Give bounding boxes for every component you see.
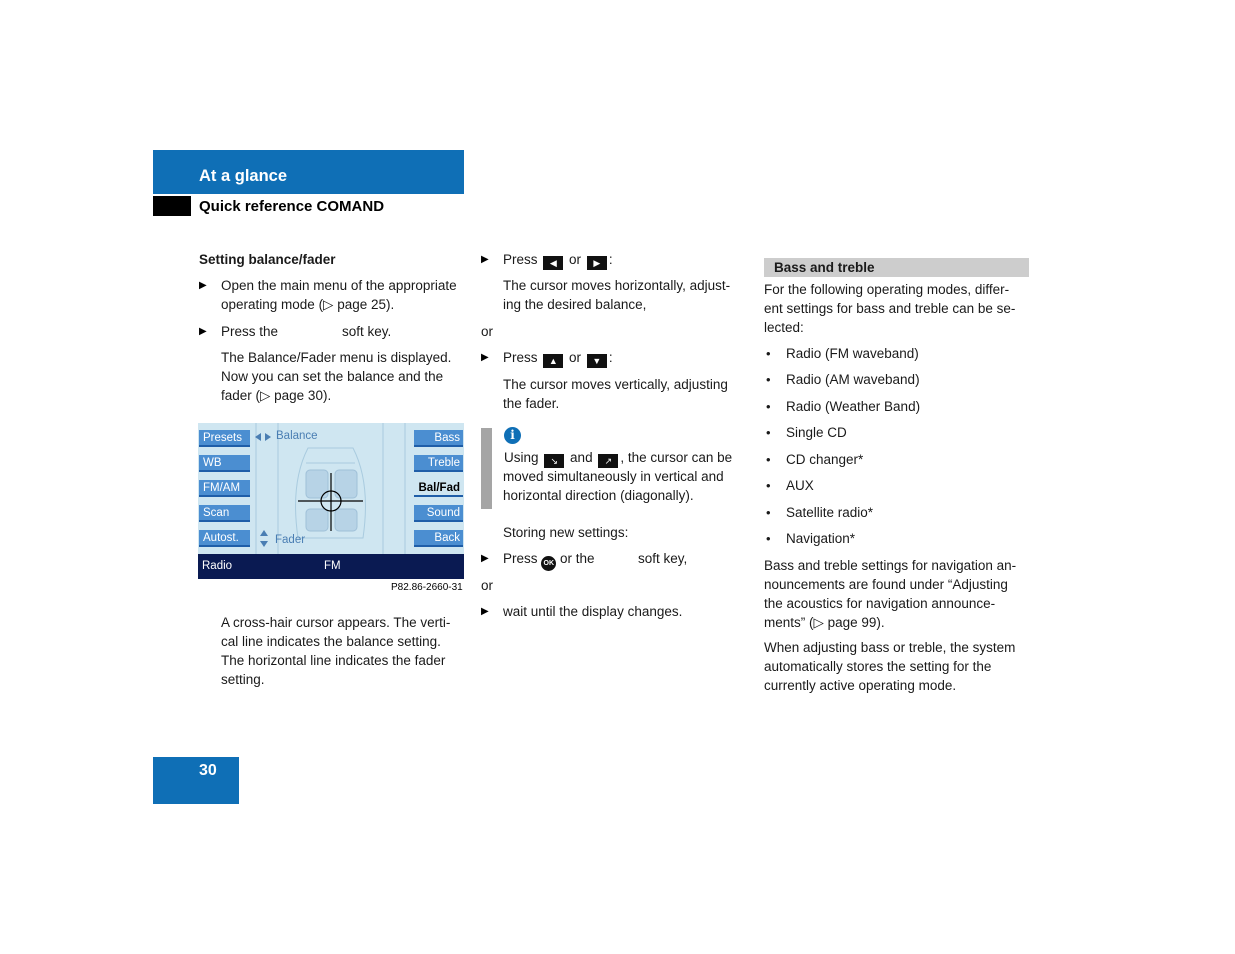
result2-line4: setting. xyxy=(221,672,265,687)
result2-line1: A cross-hair cursor appears. The verti- xyxy=(221,615,451,630)
screen-button-sound[interactable]: Sound xyxy=(414,505,463,522)
step-arrow-icon: ▶ xyxy=(199,326,207,337)
screen-status-bar xyxy=(198,554,464,579)
list-item: Radio (FM waveband) xyxy=(786,346,919,361)
screen-button-treble[interactable]: Treble xyxy=(414,455,463,472)
intro-line1: For the following operating modes, differ- xyxy=(764,282,1010,297)
screen-button-bass[interactable]: Bass xyxy=(414,430,463,447)
step1-line2: operating mode (▷ page 25). xyxy=(221,297,395,312)
heading-balance-fader: Setting balance/fader xyxy=(199,252,336,267)
step1-line1: Open the main menu of the appropriate xyxy=(221,278,457,293)
result2-line3: The horizontal line indicates the fader xyxy=(221,653,446,668)
screen-button-presets[interactable]: Presets xyxy=(199,430,250,447)
result-h-line1: The cursor moves horizontally, adjust- xyxy=(503,278,731,293)
step-press-vertical: Press ▲ or ▼ : xyxy=(503,350,613,366)
intro-line2: ent settings for bass and treble can be se- xyxy=(764,301,1016,316)
screen-button-scan[interactable]: Scan xyxy=(199,505,250,522)
step2-text-b: soft key. xyxy=(342,324,392,339)
status-band: FM xyxy=(324,560,341,572)
result1-line3: fader (▷ page 30). xyxy=(221,388,332,403)
result-v-line2: the fader. xyxy=(503,396,560,411)
screen-fader-label: Fader xyxy=(275,534,306,546)
result2-line2: cal line indicates the balance setting. xyxy=(221,634,441,649)
screen-button-back[interactable]: Back xyxy=(414,530,463,547)
bullet-icon: • xyxy=(766,372,771,387)
para2-line2: automatically stores the setting for the xyxy=(764,659,992,674)
result1-line1: The Balance/Fader menu is displayed. xyxy=(221,350,452,365)
section-marker xyxy=(153,196,191,216)
step-arrow-icon: ▶ xyxy=(199,280,207,291)
result-h-line2: ing the desired balance, xyxy=(503,297,647,312)
para2-line3: currently active operating mode. xyxy=(764,678,957,693)
list-item: Radio (AM waveband) xyxy=(786,372,920,387)
bullet-icon: • xyxy=(766,346,771,361)
list-item: Navigation* xyxy=(786,531,856,546)
diagonal-up-key-icon: ↗ xyxy=(598,454,618,468)
info-line1: Using ↘ and ↗ , the cursor can be xyxy=(504,450,733,466)
step2-text-a: Press the xyxy=(221,324,279,339)
para1-line3: the acoustics for navigation announce- xyxy=(764,596,996,611)
screen-button-bal-fad[interactable]: Bal/Fad xyxy=(414,480,463,497)
bullet-icon: • xyxy=(766,399,771,414)
comand-screen-figure xyxy=(198,423,464,579)
intro-line3: lected: xyxy=(764,320,804,335)
bullet-icon: • xyxy=(766,452,771,467)
info-line2: moved simultaneously in vertical and xyxy=(503,469,724,484)
storing-heading: Storing new settings: xyxy=(503,525,629,540)
para1-line2: nouncements are found under “Adjusting xyxy=(764,577,1008,592)
list-item: CD changer* xyxy=(786,452,864,467)
screen-button-fm-am[interactable]: FM/AM xyxy=(199,480,250,497)
info-line3: horizontal direction (diagonally). xyxy=(503,488,694,503)
section-title: Quick reference COMAND xyxy=(199,198,385,215)
or-separator-2: or xyxy=(481,578,494,593)
para2-line1: When adjusting bass or treble, the system xyxy=(764,640,1016,655)
step-arrow-icon: ▶ xyxy=(481,352,489,363)
result-v-line1: The cursor moves vertically, adjusting xyxy=(503,377,728,392)
result1-line2: Now you can set the balance and the xyxy=(221,369,444,384)
para1-line1: Bass and treble settings for navigation an- xyxy=(764,558,1017,573)
screen-balance-label: Balance xyxy=(276,430,318,442)
ok-key-icon: OK xyxy=(541,556,556,571)
chapter-title: At a glance xyxy=(199,167,288,185)
page-number-box xyxy=(153,757,239,804)
screen-button-wb[interactable]: WB xyxy=(199,455,250,472)
figure-caption: P82.86-2660-31 xyxy=(391,582,463,593)
or-separator: or xyxy=(481,324,494,339)
right-key-icon: ▶ xyxy=(587,256,607,270)
wait-step: wait until the display changes. xyxy=(503,604,683,619)
section-heading-bass-treble: Bass and treble xyxy=(774,260,875,275)
left-key-icon: ◀ xyxy=(543,256,563,270)
list-item: Radio (Weather Band) xyxy=(786,399,921,414)
step-arrow-icon: ▶ xyxy=(481,553,489,564)
down-key-icon: ▼ xyxy=(587,354,607,368)
list-item: AUX xyxy=(786,478,814,493)
step-press-horizontal: Press ◀ or ▶ : xyxy=(503,252,613,268)
up-key-icon: ▲ xyxy=(543,354,563,368)
info-side-bar xyxy=(481,428,492,509)
step-arrow-icon: ▶ xyxy=(481,254,489,265)
bullet-icon: • xyxy=(766,531,771,546)
para1-line4: ments” (▷ page 99). xyxy=(764,615,885,630)
step-arrow-icon: ▶ xyxy=(481,606,489,617)
bullet-icon: • xyxy=(766,478,771,493)
page-number: 30 xyxy=(199,762,217,779)
status-source: Radio xyxy=(202,560,233,572)
bullet-icon: • xyxy=(766,425,771,440)
screen-button-autost[interactable]: Autost. xyxy=(199,530,250,547)
store-press-line: Press OK or the xyxy=(503,549,595,571)
list-item: Satellite radio* xyxy=(786,505,874,520)
bullet-icon: • xyxy=(766,505,771,520)
info-icon: i xyxy=(504,427,521,444)
store-softkey-text: soft key, xyxy=(638,551,688,566)
diagonal-down-key-icon: ↘ xyxy=(544,454,564,468)
list-item: Single CD xyxy=(786,425,847,440)
